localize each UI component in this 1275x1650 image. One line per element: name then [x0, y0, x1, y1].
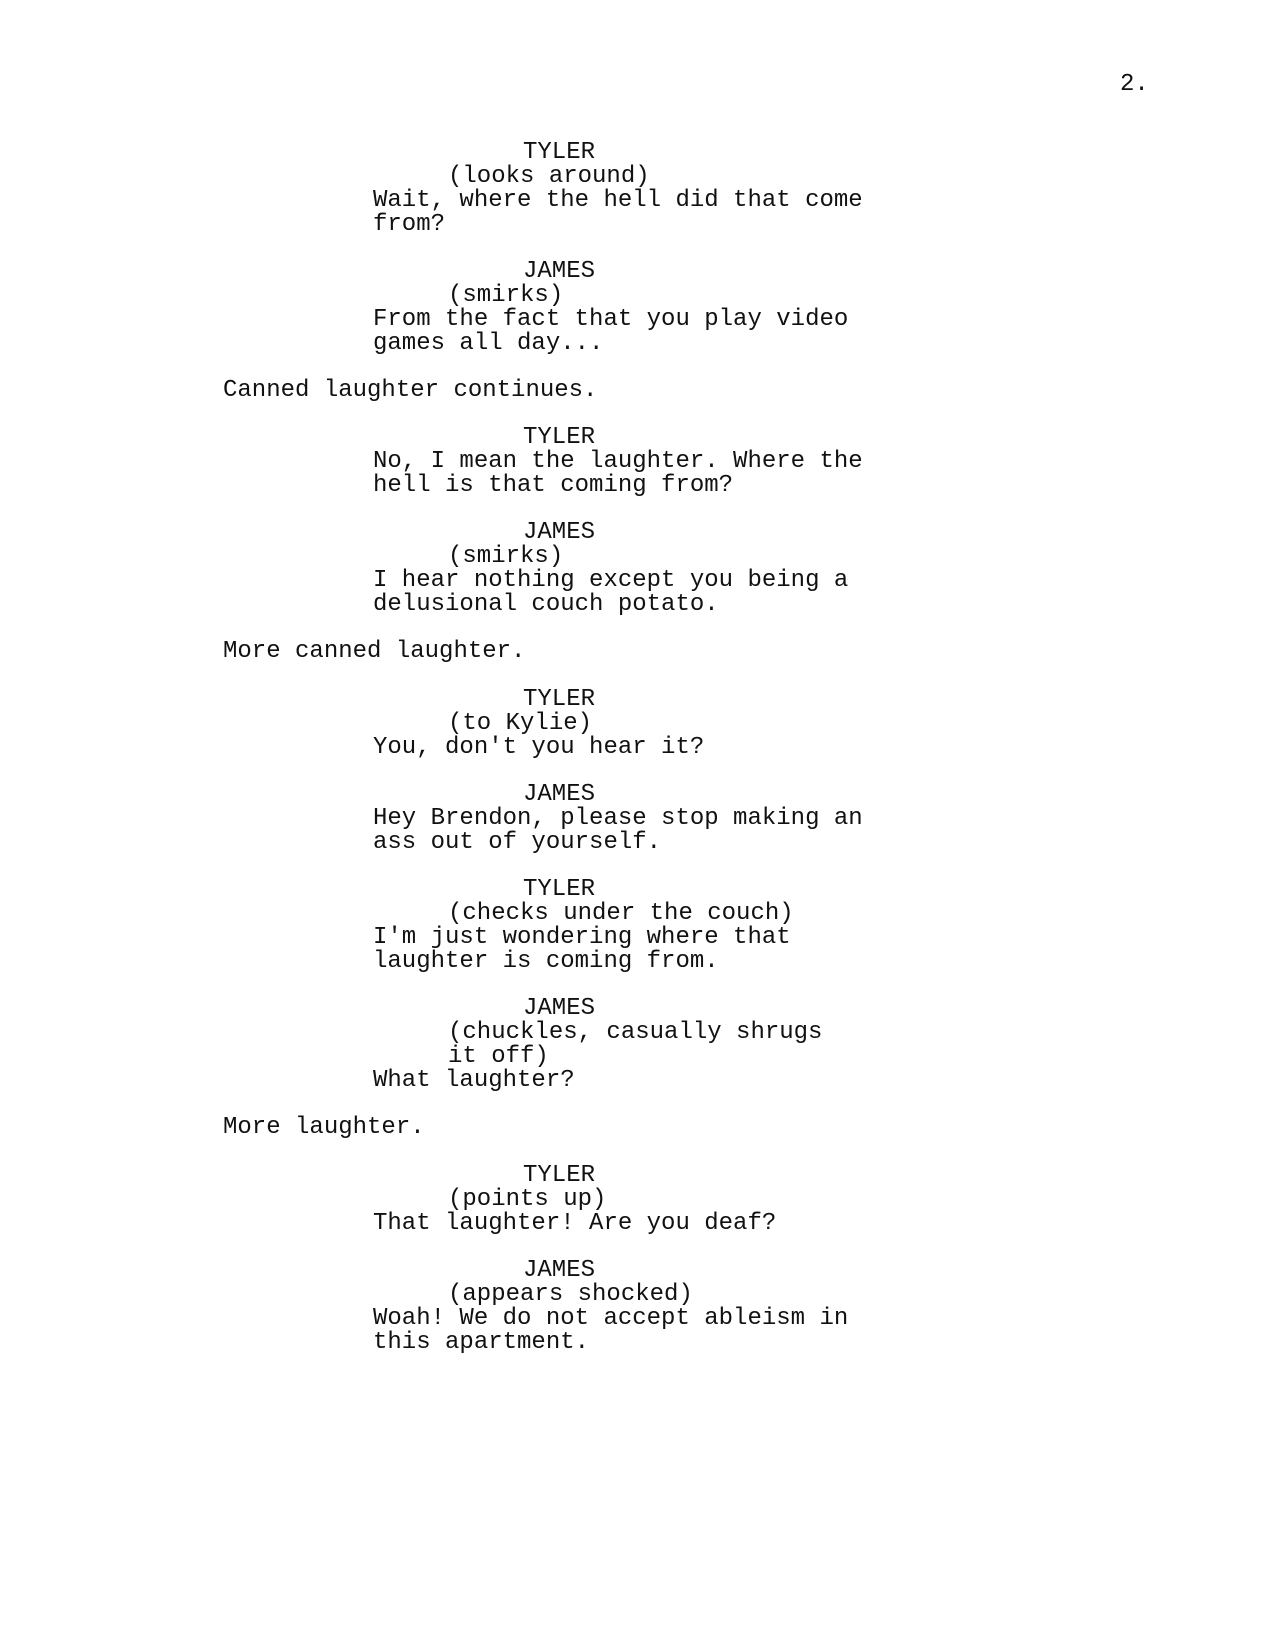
dialogue-line: I'm just wondering where that — [373, 924, 791, 951]
parenthetical: (checks under the couch) — [448, 900, 794, 927]
dialogue-line: What laughter? — [373, 1067, 575, 1094]
dialogue-line: games all day... — [373, 330, 604, 357]
parenthetical: (looks around) — [448, 163, 650, 190]
parenthetical: (appears shocked) — [448, 1281, 693, 1308]
character-name: TYLER — [523, 686, 596, 713]
character-name: JAMES — [523, 1257, 596, 1284]
character-name: JAMES — [523, 258, 596, 285]
page-number: 2. — [1120, 71, 1149, 98]
dialogue-line: No, I mean the laughter. Where the — [373, 448, 863, 475]
action-line: Canned laughter continues. — [223, 377, 598, 404]
dialogue-line: That laughter! Are you deaf? — [373, 1210, 777, 1237]
parenthetical: (to Kylie) — [448, 710, 593, 737]
action-line: More canned laughter. — [223, 638, 526, 665]
action-line: More laughter. — [223, 1114, 425, 1141]
character-name: TYLER — [523, 139, 596, 166]
parenthetical: (smirks) — [448, 543, 564, 570]
parenthetical: it off) — [448, 1043, 549, 1070]
dialogue-line: hell is that coming from? — [373, 472, 734, 499]
dialogue-line: from? — [373, 211, 446, 238]
dialogue-line: Woah! We do not accept ableism in — [373, 1305, 849, 1332]
dialogue-line: delusional couch potato. — [373, 591, 719, 618]
character-name: TYLER — [523, 1162, 596, 1189]
character-name: JAMES — [523, 781, 596, 808]
dialogue-line: laughter is coming from. — [373, 948, 719, 975]
dialogue-line: this apartment. — [373, 1329, 590, 1356]
character-name: TYLER — [523, 424, 596, 451]
dialogue-line: From the fact that you play video — [373, 306, 849, 333]
parenthetical: (chuckles, casually shrugs — [448, 1019, 823, 1046]
dialogue-line: You, don't you hear it? — [373, 734, 705, 761]
dialogue-line: ass out of yourself. — [373, 829, 662, 856]
dialogue-line: Wait, where the hell did that come — [373, 187, 863, 214]
character-name: JAMES — [523, 995, 596, 1022]
parenthetical: (smirks) — [448, 282, 564, 309]
dialogue-line: I hear nothing except you being a — [373, 567, 849, 594]
dialogue-line: Hey Brendon, please stop making an — [373, 805, 863, 832]
character-name: TYLER — [523, 876, 596, 903]
parenthetical: (points up) — [448, 1186, 607, 1213]
character-name: JAMES — [523, 519, 596, 546]
